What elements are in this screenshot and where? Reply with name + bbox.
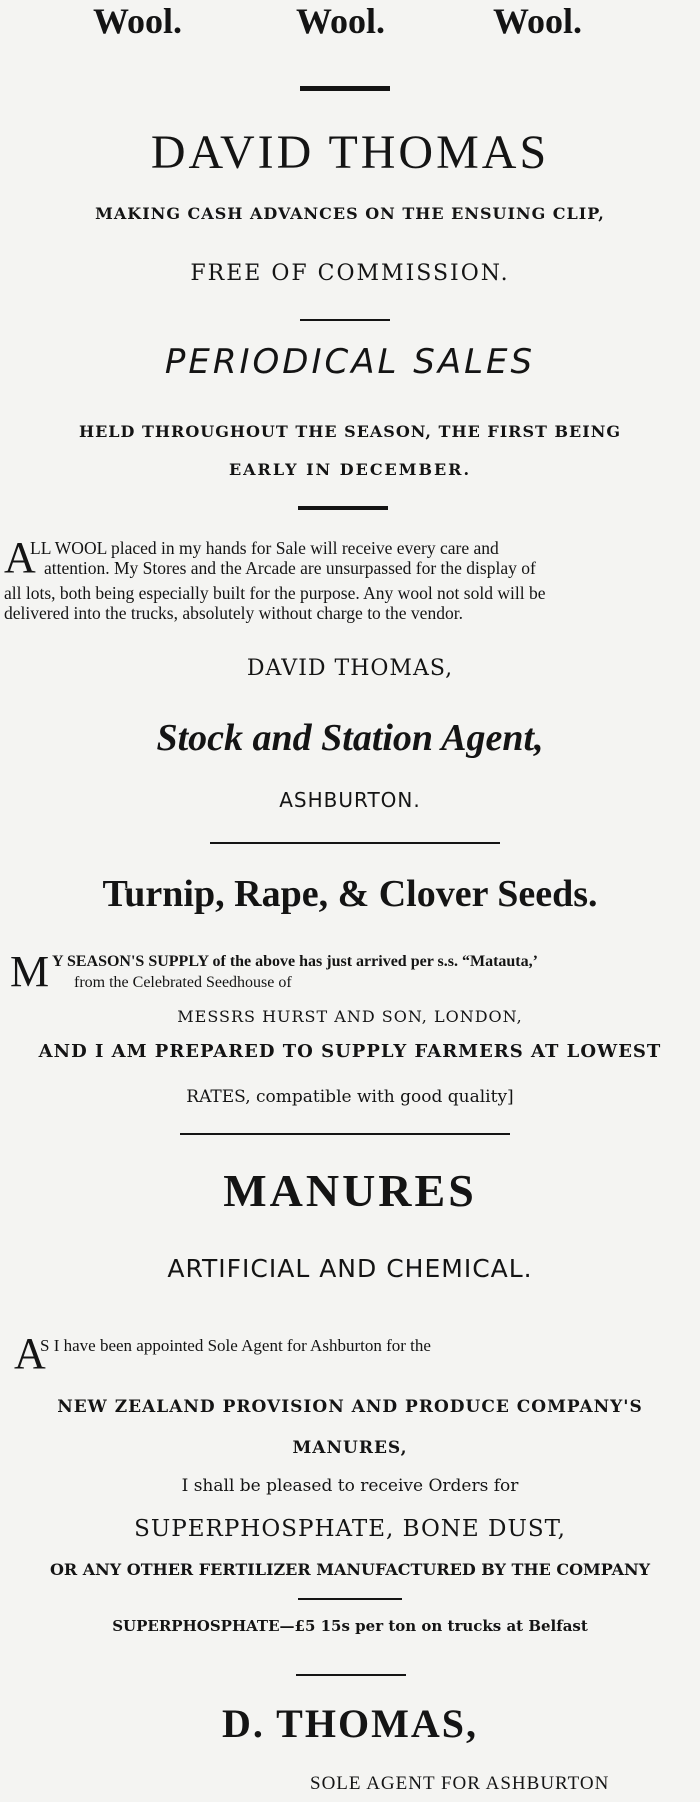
wool-heading-3: Wool. xyxy=(493,1,583,41)
divider-rule-small xyxy=(296,1674,406,1676)
advertiser-name: DAVID THOMAS xyxy=(150,126,550,179)
wool-heading-1: Wool. xyxy=(93,1,183,41)
sales-line-2: EARLY IN DECEMBER. xyxy=(228,460,472,479)
company-name: NEW ZEALAND PROVISION AND PRODUCE COMPANY'S xyxy=(57,1397,643,1417)
manures-heading: MANURES xyxy=(223,1165,477,1216)
periodical-sales-heading: PERIODICAL SALES xyxy=(164,342,536,382)
body-text-line: attention. My Stores and the Arcade are unsurpassed for the display of xyxy=(44,558,536,578)
town-name: ASHBURTON. xyxy=(279,788,421,812)
commission-line: FREE OF COMMISSION. xyxy=(190,261,510,286)
advances-line: MAKING CASH ADVANCES ON THE ENSUING CLIP, xyxy=(95,204,605,223)
divider-rule xyxy=(298,506,388,510)
signature-name: DAVID THOMAS, xyxy=(246,656,454,681)
seeds-text-line: from the Celebrated Seedhouse of xyxy=(74,974,292,991)
body-text-line: all lots, both being especially built for the purpose. Any wool not sold will be xyxy=(4,583,546,603)
divider-rule-small xyxy=(300,319,390,321)
fertilizer-line: OR ANY OTHER FERTILIZER MANUFACTURED BY THE COMPANY xyxy=(49,1560,651,1579)
sales-line-1: HELD THROUGHOUT THE SEASON, THE FIRST BEING xyxy=(78,422,621,441)
body-text-line: LL WOOL placed in my hands for Sale will receive every care and xyxy=(30,538,499,558)
drop-capital: M xyxy=(10,947,50,996)
manures-subheading: ARTIFICIAL AND CHEMICAL. xyxy=(167,1254,533,1283)
section-divider xyxy=(180,1133,510,1135)
drop-capital: A xyxy=(4,533,36,582)
seedhouse-name: MESSRS HURST AND SON, LONDON, xyxy=(177,1007,523,1026)
agent-title: Stock and Station Agent, xyxy=(156,717,544,759)
drop-capital: A xyxy=(14,1329,46,1378)
seeds-text-line: Y SEASON'S SUPPLY of the above has just arrived per s.s. “Matauta,’ xyxy=(52,953,538,970)
price-line: SUPERPHOSPHATE—£5 15s per ton on trucks at Belfast xyxy=(112,1617,588,1635)
orders-line: I shall be pleased to receive Orders for xyxy=(181,1476,519,1496)
sole-agent-line: SOLE AGENT FOR ASHBURTON xyxy=(310,1773,610,1794)
divider-rule xyxy=(300,86,390,91)
section-divider xyxy=(210,842,500,844)
divider-rule xyxy=(298,1598,402,1600)
seeds-heading: Turnip, Rape, & Clover Seeds. xyxy=(102,873,598,915)
products-line: SUPERPHOSPHATE, BONE DUST, xyxy=(134,1516,566,1542)
seeds-supply-line: AND I AM PREPARED TO SUPPLY FARMERS AT LOWEST xyxy=(38,1041,662,1062)
manures-label: MANURES, xyxy=(292,1438,408,1458)
seeds-rates-line: RATES, compatible with good quality] xyxy=(186,1087,514,1107)
wool-heading-2: Wool. xyxy=(296,1,386,41)
body-text-line: delivered into the trucks, absolutely without charge to the vendor. xyxy=(4,603,463,623)
final-signature: D. THOMAS, xyxy=(222,1701,478,1746)
manures-text-line: S I have been appointed Sole Agent for Ashburton for the xyxy=(40,1336,431,1355)
